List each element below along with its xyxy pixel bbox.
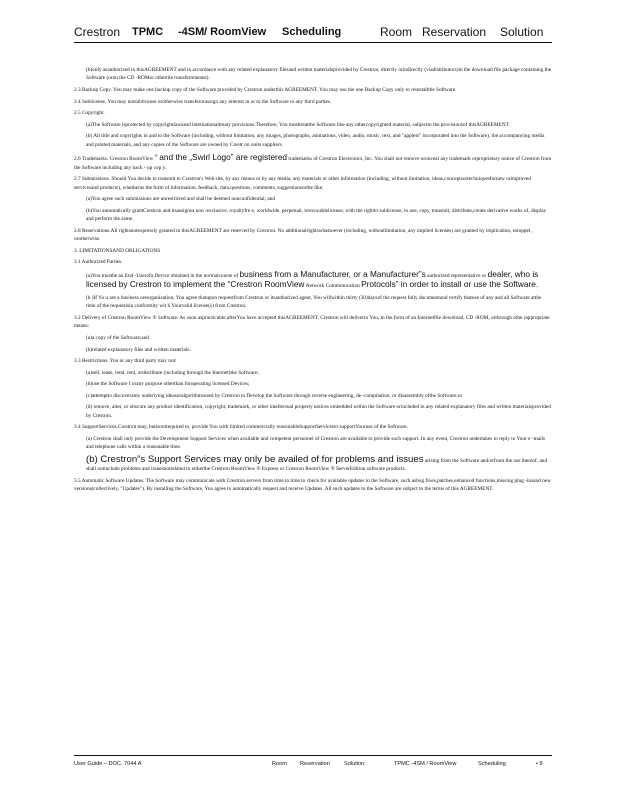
paragraph: (b )If Yo u are a business oreorganization, You agree thatupon requestfrom Crestron or itsauthorized agent, You willwithin thirty (30)daysof the request fully documentand certify thatuse of any and all Software atthe time of the requestisin conformity wit h Yourvalid license(s) from Crestron. <box>86 294 542 310</box>
paragraph: (a)The Software isprotected by copyrightlawsand internationaltreaty provisions.Therefore, You musttreatthe Software like any othercopyrighted material, subjectto the provisionsof thisAGREEMENT. <box>86 121 510 128</box>
paragraph-group-3 <box>74 294 552 452</box>
authorized-large-text-1: business from a Manufacturer, or a Manufacturer”s <box>239 268 426 279</box>
header-product-b: -4SM <box>178 26 205 38</box>
header-brand: Crestron <box>74 25 121 39</box>
paragraph: (a)a copy of the Software;and <box>86 334 149 341</box>
header-product-d: Scheduling <box>282 26 342 38</box>
paragraph: 2.4 Sublicense. You may notsublicense orotherwise transferorassign any interest in or to the Software to any third parties. <box>74 98 332 105</box>
header-title-c: Solution <box>500 25 544 39</box>
paragraph: 3.2 Delivery of Crestron RoomView ® Software. As soon aspracticable,afterYou have accepted thisAGREEMENT, Crestron will deliverto You, in the form of an Internetfile download, CD -ROM, orthrough othe rappropriate means: <box>74 314 550 330</box>
paragraph: 3.4 SupportServices.Crestron may, butisnotrequired to, provide You with limited commercially reasonableSupportServicesto supportYouruse of the Software. <box>74 424 408 431</box>
authorized-text-small: Network Communication <box>305 283 360 290</box>
paragraph: 2.8 Reservations.All rightsnotexpressly granted in thisAGREEMENT are reserved by Crestron. No additionalrightswhatsoever (including, withoutlimitation, any implied licenses) are granted by implication, estoppel, orotherwise. <box>74 227 532 243</box>
paragraph: (c)attemptto discoveramy underlying ideasoralgorithmsused by Crestron to Develop the Software through reverse engineering, de -compilation, or disassembly ofthe Software;or <box>86 392 463 399</box>
paragraph: (d) remove, alter, or obscure any product identification, copyright, trademark, or other intellectual property notices embedded within the Software orincluded in any related explanatory files and written materialsprovided by Crestron. <box>86 404 551 419</box>
support-text-end: arising from the Software and/orfrom the use thereof, and shall notinclude problems and issuesnotrelated to eitherthe Crestron RoomView ® Express or Crestron RoomView ® ServerEdition software products. <box>86 458 548 473</box>
paragraph: (b) All title and copyrights in and to the Software (including, without limitation, any images, photographs, animations, video, audio, music, text, and "applets" incorporated into the Software), the accompanying media and printed materials, and any copies of the Software are owned by Crestr on onits suppliers. <box>86 133 545 148</box>
paragraph: (b)You automatically grantCrestron and itsassignsa non -exclusive, royaltyfre e, worldwide, perpetual, irrevocablelicense, with the rightto sublicense, to use, copy, transmit, distribute,create derivative works of, display and perform the same. <box>86 207 547 223</box>
paragraph-authorized-a <box>74 270 552 291</box>
footer-product-d: Scheduling <box>478 761 506 767</box>
authorized-large-text-2: dealer, who is licensed by Crestron to implement the “Crestron RoomView <box>86 268 539 290</box>
paragraph: 2.7 Submissions. Should You decide to transmit to Crestron's Web site, by any means or by any media, any materials or other information (including, without limitation, ideas,conceptsortechniquesfornew orimproved servicesand products), whetheras the form of information, feedback, data,questions, comments, suggestionsorthe like; <box>74 176 531 191</box>
header-product-c: / RoomView <box>204 26 267 38</box>
footer-product: TPMC -4SM / RoomView <box>394 761 457 767</box>
trademarks-text-start: 2.6 Trademarks. Crestron RoomView <box>74 156 154 163</box>
paragraph-trademarks <box>74 152 552 172</box>
paragraph: 3. LIMITATIONSAND OBLIGATIONS <box>74 247 161 254</box>
authorized-large-text-3: Protocols” in order to install or use the Software. <box>361 279 539 290</box>
footer-title-c: Solution: <box>344 761 366 767</box>
paragraph: 3.3 Restrictions. You or any third party may not: <box>74 358 177 365</box>
paragraph-group-2 <box>74 175 552 267</box>
trademarks-large-text: and the „Swirl Logo” are registered <box>159 152 288 163</box>
paragraph-support-b <box>74 455 552 474</box>
authorized-text-start: (a)You mustbe an End -Userofa Device obtained in the normalcourse of <box>86 272 239 279</box>
paragraph-group-1 <box>74 66 552 149</box>
support-large-text: (b) Crestron”s Support Services may only be availed of for problems and issues <box>86 454 424 466</box>
authorized-text-mid: authorized representative or <box>427 272 487 279</box>
footer-title-b: Reservation <box>300 761 330 767</box>
trademarks-text-end: trademarks of Crestron Electronics, Inc. You shall not remove oronceal any trademark orproprietary notice of Crestron from the Software including any back - up cop y. <box>74 156 552 171</box>
paragraph: (b)use the Software f orany purpose otherthan foroperating licensed Devices; <box>86 381 250 388</box>
paragraph: (a)sell, lease, lend, rent, ordistribute (including through the Internet)the Software; <box>86 369 259 376</box>
paragraph-automatic-updates: 3.5 Automatic Software Updates. The Software may communicate with Crestron servers from time to time to check for available updates to the Software, such asbug fixes,patches,enhanced functions,missing plug -insand new versions(collectively, "Updates"). By installing the Software, You agree to automatically request and receive Updates. All such updates to the Software are subject to the terms of this AGREEMENT. <box>74 478 551 493</box>
page-header <box>74 22 552 43</box>
registered-mark: ® <box>154 153 158 159</box>
document-body <box>74 66 552 497</box>
footer-title-a: Room <box>272 761 287 767</box>
paragraph: (a)You agree such submissions are unrestricted and shall be deemed nonconfidential; and <box>86 196 276 203</box>
footer-page-number: • 9 <box>536 761 543 767</box>
header-title-a: Room <box>380 25 413 39</box>
paragraph: 3.1 Authorized Parties. <box>74 259 123 266</box>
paragraph: (b)only asauthorized in thisAGREEMENT and in accordance with any related explanatory filesand written materialsprovided by Crestron, directly orindirectly (viadistributors)in the download file package containing the Software (oron the CD -ROMor othertile transferomeans). <box>86 67 552 82</box>
paragraph: (a) Crestron shall only provide the Development Support Services when available and competent personnel of Crestron are available to provide such support. In any event, Crestron undertakes to reply to Your e -mails and telephone calls within a reasonable time. <box>86 436 546 451</box>
footer-guide: User Guide – DOC. 7044 A <box>74 761 142 767</box>
header-product-a: TPMC <box>132 26 164 38</box>
header-title-b: Reservation <box>422 25 487 39</box>
paragraph: (b)related explanatory files and written materials. <box>86 346 191 353</box>
page-footer <box>74 755 552 770</box>
paragraph: 2.3 Backup Copy. You may make one backup copy of the Software provided by Crestron underthis AGREEMENT. You may use the one Backup Copy only to reinstallthe Software. <box>74 87 457 93</box>
paragraph: 2.5 Copyright. <box>74 110 105 117</box>
